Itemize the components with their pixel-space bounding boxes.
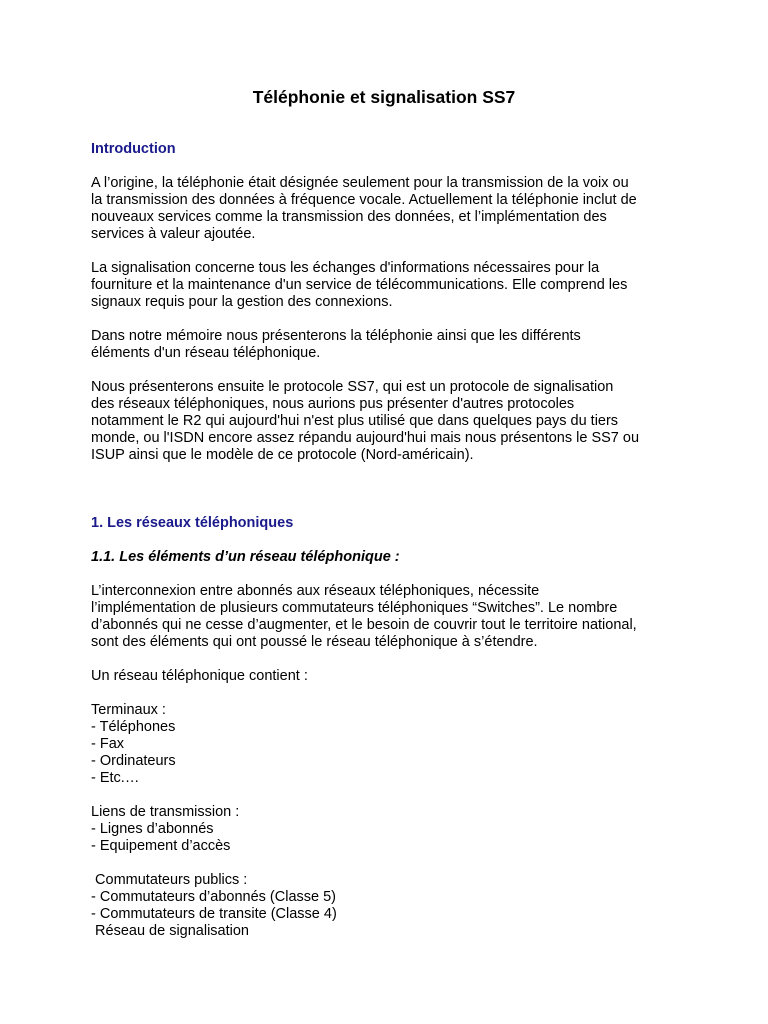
text-line: la transmission des données à fréquence vocale. Actuellement la téléphonie inclut de <box>91 192 637 208</box>
section-1-heading: 1. Les réseaux téléphoniques <box>91 515 294 531</box>
intro-paragraph-1 <box>91 175 691 243</box>
public-switches-list <box>91 872 691 940</box>
text-line: monde, ou l'ISDN encore assez répandu aujourd'hui mais nous présentons le SS7 ou <box>91 430 640 446</box>
list-item: - Commutateurs d’abonnés (Classe 5) <box>91 889 336 905</box>
list-item: - Téléphones <box>91 719 176 735</box>
text-line: L’interconnexion entre abonnés aux réseaux téléphoniques, nécessite <box>91 583 540 599</box>
document-page <box>91 86 691 940</box>
text-line: signaux requis pour la gestion des connexions. <box>91 294 393 310</box>
text-line: éléments d'un réseau téléphonique. <box>91 345 321 361</box>
text-line: La signalisation concerne tous les échanges d'informations nécessaires pour la <box>91 260 600 276</box>
text-line: nouveaux services comme la transmission des données, et l’implémentation des <box>91 209 607 225</box>
terminals-list <box>91 702 691 787</box>
section-1-1-paragraph <box>91 583 691 651</box>
text-line: services à valeur ajoutée. <box>91 226 256 242</box>
list-item: - Ordinateurs <box>91 753 176 769</box>
text-line: Dans notre mémoire nous présenterons la téléphonie ainsi que les différents <box>91 328 581 344</box>
list-label: Commutateurs publics : <box>91 872 248 888</box>
text-line: d’abonnés qui ne cesse d’augmenter, et le besoin de couvrir tout le territoire national, <box>91 617 637 633</box>
list-item: - Etc.… <box>91 770 140 786</box>
intro-paragraph-2 <box>91 260 691 311</box>
text-line: ISUP ainsi que le modèle de ce protocole (Nord-américain). <box>91 447 474 463</box>
text-line: fourniture et la maintenance d'un service de télécommunications. Elle comprend les <box>91 277 628 293</box>
list-label: Terminaux : <box>91 702 166 718</box>
list-item: - Equipement d’accès <box>91 838 231 854</box>
intro-paragraph-4 <box>91 379 691 464</box>
text-line: notamment le R2 qui aujourd'hui n'est plus utilisé que dans quelques pays du tiers <box>91 413 619 429</box>
text-line: A l’origine, la téléphonie était désignée seulement pour la transmission de la voix ou <box>91 175 629 191</box>
network-contains-text: Un réseau téléphonique contient : <box>91 668 308 684</box>
list-item: - Fax <box>91 736 125 752</box>
text-line: des réseaux téléphoniques, nous aurions pus présenter d'autres protocoles <box>91 396 575 412</box>
text-line: sont des éléments qui ont poussé le réseau téléphonique à s’étendre. <box>91 634 538 650</box>
transmission-links-list <box>91 804 691 855</box>
intro-paragraph-3 <box>91 328 691 362</box>
signaling-network-text: Réseau de signalisation <box>91 923 249 939</box>
text-line: l’implémentation de plusieurs commutateurs téléphoniques “Switches”. Le nombre <box>91 600 618 616</box>
list-label: Liens de transmission : <box>91 804 240 820</box>
section-1-1-heading: 1.1. Les éléments d’un réseau téléphonique : <box>91 549 400 565</box>
list-item: - Commutateurs de transite (Classe 4) <box>91 906 337 922</box>
intro-heading: Introduction <box>91 141 176 157</box>
text-line: Nous présenterons ensuite le protocole SS7, qui est un protocole de signalisation <box>91 379 614 395</box>
list-item: - Lignes d’abonnés <box>91 821 214 837</box>
page-title: Téléphonie et signalisation SS7 <box>252 87 516 107</box>
